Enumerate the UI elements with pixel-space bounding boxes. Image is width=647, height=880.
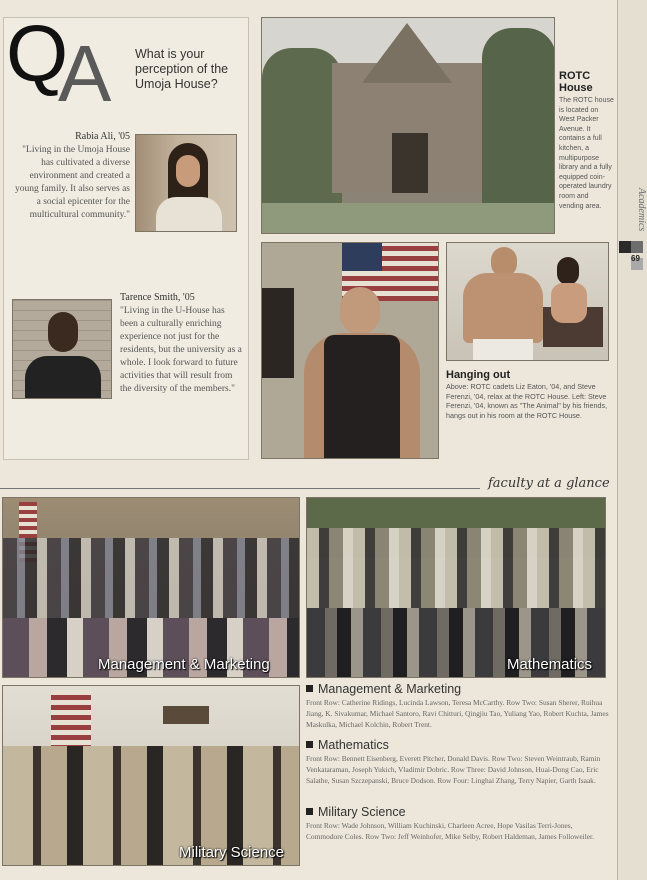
rotc-house-title: ROTC House — [559, 70, 593, 94]
dept-mathematics — [306, 738, 610, 786]
photo-military-science — [2, 685, 300, 866]
quote-2-text: "Living in the U-House has been a culturally enriching experience not just for the residents, but the university as a whole. I look forward to future activities that will result from the diversity of the members." — [120, 306, 242, 394]
photo-rotc-house — [261, 17, 555, 234]
bullet-icon — [306, 741, 313, 748]
dept-management-members: Front Row: Catherine Ridings, Lucinda Lawson, Teresa McCarthy. Row Two: Susan Sherer, Ruihua Jiang, K. Sivakumar, Michael Santoro, Ravi Chitturi, Qingjiu Tao, Yuliang Yao, Robert Kuchta, James Maskulka, Michael Kolchin, Robert Trent. — [306, 698, 609, 729]
hanging-out-title: Hanging out — [446, 369, 511, 381]
mathematics-label: Mathematics — [507, 656, 593, 673]
qa-q-letter: Q — [6, 9, 69, 98]
bullet-icon — [306, 685, 313, 692]
page-margin — [617, 0, 647, 880]
faculty-heading: faculty at a glance — [488, 476, 610, 491]
dept-military-science — [306, 805, 610, 843]
dept-mathematics-members: Front Row: Bennett Eisenberg, Everett Pitcher, Donald Davis. Row Two: Steven Weintraub, Ramin Venkataraman, Joseph Yukich, Vladimir Dobric. Row Three: David Johnson, Huai-Dong Cao, Eric Salathe, Susan Szczepanski, Bruce Dodson. Row Four: Linghai Zhang, Terry Napier, Garth Isaak. — [306, 754, 601, 785]
quote-1 — [10, 131, 130, 222]
management-marketing-label: Management & Marketing — [98, 656, 270, 673]
qa-a-letter: A — [58, 29, 112, 118]
photo-management-marketing — [2, 497, 300, 678]
dept-management-marketing — [306, 682, 610, 730]
bullet-icon — [306, 808, 313, 815]
faculty-divider — [0, 488, 480, 489]
page-number: 69 — [631, 254, 640, 263]
portrait-tarence-smith — [12, 299, 112, 399]
hanging-out-caption: Above: ROTC cadets Liz Eaton, '04, and Steve Ferenzi, '04, relax at the ROTC House. Left: Steve Ferenzi, '04, known as "The Animal" by his friends, hangs out in his room at the ROTC House. — [446, 382, 608, 420]
dept-military-members: Front Row: Wade Johnson, William Kuchinski, Charleen Acree, Hope Vasilas Terri-Jones, Commodore Coles. Row Two: Jeff Weinhofer, Mike Selby, Robert Haldeman, James Followeiler. — [306, 821, 594, 841]
quote-2 — [120, 292, 242, 396]
quote-1-name: Rabia Ali, '05 — [75, 131, 130, 142]
photo-mathematics — [306, 497, 606, 678]
dept-mathematics-title: Mathematics — [318, 738, 389, 752]
military-science-label: Military Science — [179, 844, 285, 861]
qa-question: What is your perception of the Umoja House? — [135, 47, 229, 91]
photo-hanging-out — [446, 242, 609, 361]
portrait-rabia-ali — [135, 134, 237, 232]
dept-military-title: Military Science — [318, 805, 406, 819]
quote-2-name: Tarence Smith, '05 — [120, 292, 195, 303]
quote-1-text: "Living in the Umoja House has cultivated a diverse environment and created a young family. It also serves as a social epicenter for the multicultural community." — [15, 145, 130, 220]
rotc-house-caption: The ROTC house is located on West Packer Avenue. It contains a full kitchen, a multipurpose library and a fully equipped coin-operated laundry room and vending area. — [559, 97, 614, 210]
dept-management-title: Management & Marketing — [318, 682, 462, 696]
photo-steve-ferenzi-room — [261, 242, 439, 459]
section-tab: Academics — [636, 188, 647, 232]
